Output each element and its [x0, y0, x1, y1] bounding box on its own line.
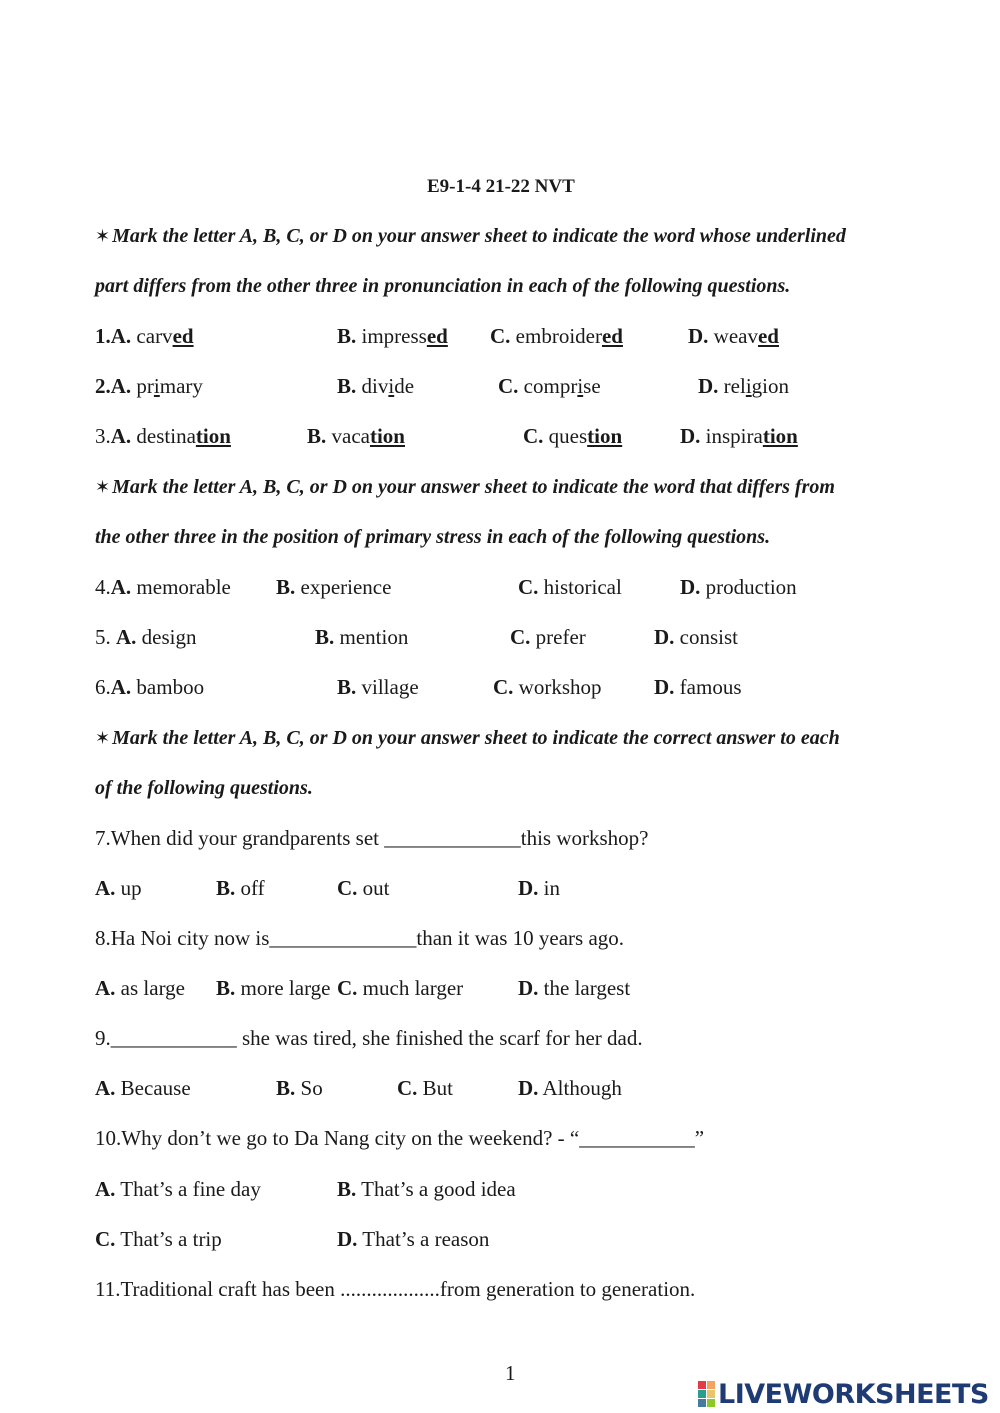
- q6-option-a[interactable]: 6.A. bamboo: [95, 675, 205, 699]
- section-2-instruction: ✶ Mark the letter A, B, C, or D on your answer sheet to indicate the word that differs from: [95, 476, 835, 498]
- q8-option-a[interactable]: A. as large: [95, 976, 186, 1000]
- section-1-instruction-cont: part differs from the other three in pronunciation in each of the following questions.: [95, 275, 791, 297]
- q9-option-a[interactable]: A. Because: [95, 1076, 191, 1100]
- section-1-instruction: ✶ Mark the letter A, B, C, or D on your answer sheet to indicate the word whose underlined: [95, 225, 846, 247]
- q10-option-d[interactable]: D. That’s a reason: [337, 1227, 490, 1251]
- q9-option-c[interactable]: C. But: [397, 1076, 454, 1100]
- q1-option-a[interactable]: 1.A. carved: [95, 324, 194, 348]
- star-bullet-icon: ✶: [95, 226, 111, 246]
- q4-option-d[interactable]: D. production: [680, 575, 797, 599]
- q7-option-a[interactable]: A. up: [95, 876, 142, 900]
- q6-option-d[interactable]: D. famous: [654, 675, 742, 699]
- q10-option-c[interactable]: C. That’s a trip: [95, 1227, 222, 1251]
- liveworksheets-logo[interactable]: [698, 1379, 989, 1409]
- star-bullet-icon: ✶: [95, 477, 111, 497]
- q3-option-d[interactable]: D. inspiration: [680, 424, 798, 448]
- q7-option-c[interactable]: C. out: [337, 876, 390, 900]
- liveworksheets-grid-icon: [698, 1381, 715, 1407]
- q7-option-d[interactable]: D. in: [518, 876, 561, 900]
- q1-option-b[interactable]: B. impressed: [337, 324, 448, 348]
- q4-option-a[interactable]: 4.A. memorable: [95, 575, 231, 599]
- q8-option-d[interactable]: D. the largest: [518, 976, 631, 1000]
- q10-option-a[interactable]: A. That’s a fine day: [95, 1177, 261, 1201]
- q7-option-b[interactable]: B. off: [216, 876, 265, 900]
- q10-option-b[interactable]: B. That’s a good idea: [337, 1177, 516, 1201]
- q3-option-a[interactable]: 3.A. destination: [95, 424, 231, 448]
- q4-option-b[interactable]: B. experience: [276, 575, 392, 599]
- q8-stem: 8.Ha Noi city now is______________than it was 10 years ago.: [95, 926, 625, 950]
- q1-option-d[interactable]: D. weaved: [688, 324, 779, 348]
- q5-option-b[interactable]: B. mention: [315, 625, 409, 649]
- liveworksheets-wordmark: LIVEWORKSHEETS: [718, 1378, 989, 1410]
- q5-option-a[interactable]: 5. A. design: [95, 625, 197, 649]
- q3-option-b[interactable]: B. vacation: [307, 424, 405, 448]
- q5-option-d[interactable]: D. consist: [654, 625, 739, 649]
- q4-option-c[interactable]: C. historical: [518, 575, 622, 599]
- q2-option-b[interactable]: B. divide: [337, 374, 415, 398]
- q2-option-c[interactable]: C. comprise: [498, 374, 601, 398]
- q6-option-c[interactable]: C. workshop: [493, 675, 602, 699]
- q9-option-d[interactable]: D. Although: [518, 1076, 622, 1100]
- page-number: 1: [505, 1361, 516, 1385]
- q1-option-c[interactable]: C. embroidered: [490, 324, 623, 348]
- q11-stem: 11.Traditional craft has been ...................from generation to generation.: [95, 1277, 696, 1301]
- q8-option-b[interactable]: B. more large: [216, 976, 331, 1000]
- star-bullet-icon: ✶: [95, 728, 111, 748]
- section-2-instruction-cont: the other three in the position of primary stress in each of the following questions.: [95, 526, 771, 548]
- section-3-instruction: ✶ Mark the letter A, B, C, or D on your answer sheet to indicate the correct answer to each: [95, 727, 840, 749]
- q2-option-d[interactable]: D. religion: [698, 374, 790, 398]
- worksheet-title: E9-1-4 21-22 NVT: [427, 176, 575, 197]
- q6-option-b[interactable]: B. village: [337, 675, 419, 699]
- q2-option-a[interactable]: 2.A. primary: [95, 374, 203, 398]
- q8-option-c[interactable]: C. much larger: [337, 976, 464, 1000]
- q7-stem: 7.When did your grandparents set _____________this workshop?: [95, 826, 649, 850]
- q5-option-c[interactable]: C. prefer: [510, 625, 586, 649]
- q9-stem: 9.____________ she was tired, she finished the scarf for her dad.: [95, 1026, 643, 1050]
- q9-option-b[interactable]: B. So: [276, 1076, 323, 1100]
- section-3-instruction-cont: of the following questions.: [95, 777, 313, 799]
- q10-stem: 10.Why don’t we go to Da Nang city on the weekend? - “___________”: [95, 1126, 705, 1150]
- q3-option-c[interactable]: C. question: [523, 424, 623, 448]
